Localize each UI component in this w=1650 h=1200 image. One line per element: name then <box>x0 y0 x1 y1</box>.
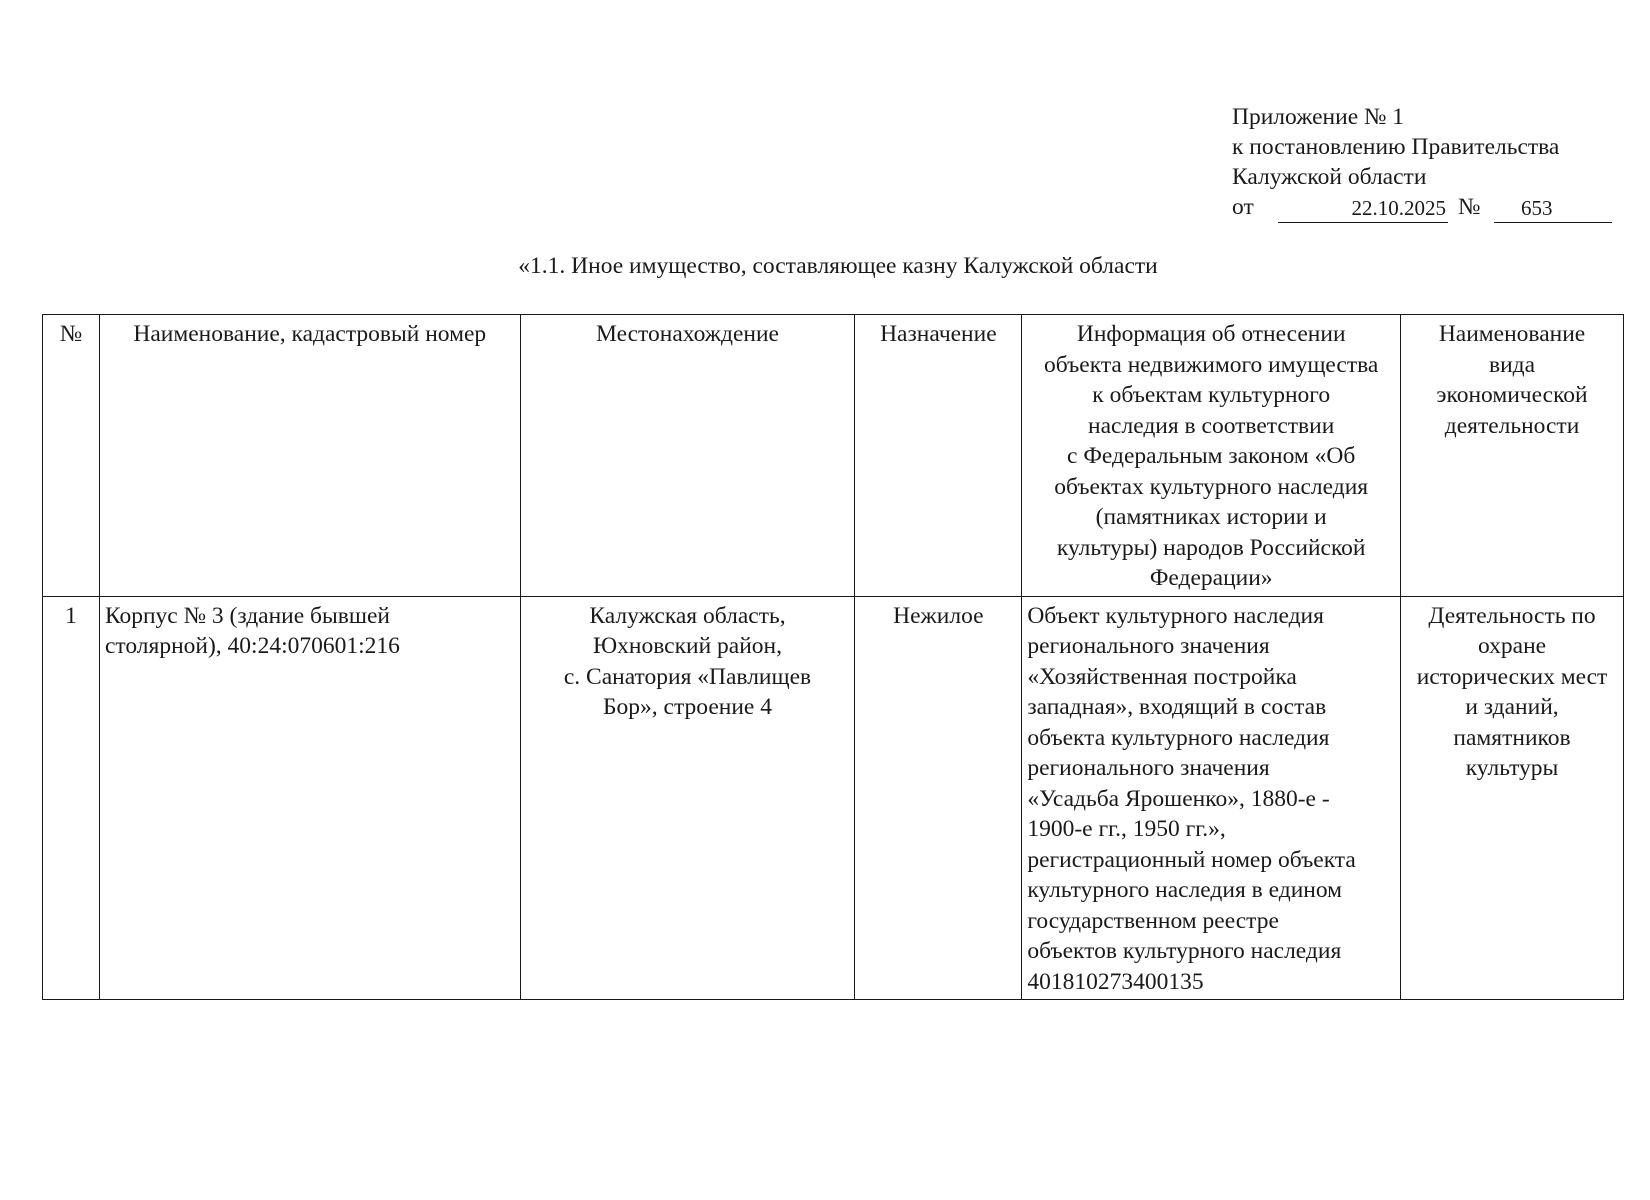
row-location-line: Калужская область, <box>589 602 786 629</box>
header-heritage-line: с Федеральным законом «Об <box>1067 443 1356 469</box>
header-name: Наименование, кадастровый номер <box>99 315 520 597</box>
appendix-title: Приложение № 1 <box>1232 104 1405 130</box>
header-activity-line: экономической <box>1436 382 1588 408</box>
row-activity <box>1401 596 1624 1000</box>
row-activity-line: исторических мест <box>1416 663 1608 690</box>
table-header-row <box>43 315 1624 597</box>
row-activity-line: охране <box>1477 633 1547 659</box>
property-table <box>42 314 1624 1000</box>
from-label: от <box>1232 194 1254 220</box>
row-purpose: Нежилое <box>855 596 1022 1000</box>
header-num: № <box>43 315 100 597</box>
header-activity <box>1401 315 1624 597</box>
resolution-date: 22.10.2025 <box>1278 194 1448 223</box>
row-heritage-line: государственном реестре <box>1027 907 1279 934</box>
section-title: «1.1. Иное имущество, составляющее казну Калужской области <box>518 253 1158 279</box>
row-heritage-line: Объект культурного наследия <box>1027 602 1324 629</box>
table-row <box>43 596 1624 1000</box>
row-heritage-line: регионального значения <box>1027 633 1270 659</box>
number-sign: № <box>1458 194 1481 220</box>
row-heritage-line: «Хозяйственная постройка <box>1027 663 1297 690</box>
header-heritage-line: объектах культурного наследия <box>1054 473 1369 500</box>
row-heritage-line: 1900-е гг., 1950 гг.», <box>1027 816 1226 842</box>
header-heritage-line: к объектам культурного <box>1092 382 1331 408</box>
row-heritage-line: объектов культурного наследия <box>1027 938 1342 964</box>
header-purpose: Назначение <box>855 315 1022 597</box>
header-heritage-line: наследия в соответствии <box>1088 412 1335 439</box>
row-heritage-line: «Усадьба Ярошенко», 1880-е - <box>1027 785 1330 812</box>
header-heritage-line: Информация об отнесении <box>1076 321 1346 347</box>
row-heritage-line: западная», входящий в состав <box>1027 694 1327 720</box>
row-activity-line: и зданий, <box>1465 694 1559 720</box>
header-heritage-info <box>1022 315 1401 597</box>
row-heritage-line: регионального значения <box>1027 755 1270 781</box>
header-heritage-line: Федерации» <box>1149 565 1273 591</box>
appendix-date-line <box>1232 192 1612 222</box>
row-heritage-line: объекта культурного наследия <box>1027 724 1330 751</box>
row-location-line: Юхновский район, <box>592 633 783 659</box>
header-heritage-line: объекта недвижимого имущества <box>1044 351 1379 378</box>
row-name <box>99 596 520 1000</box>
appendix-region-line: Калужской области <box>1232 164 1427 190</box>
header-activity-line: деятельности <box>1444 412 1580 439</box>
header-heritage-line: (памятниках истории и <box>1095 504 1327 530</box>
row-heritage-line: 401810273400135 <box>1027 968 1204 995</box>
header-heritage-line: культуры) народов Российской <box>1056 534 1366 561</box>
header-activity-line: Наименование <box>1438 321 1586 347</box>
row-location-line: Бор», строение 4 <box>603 694 772 720</box>
row-name-line: Корпус № 3 (здание бывшей <box>104 602 390 629</box>
row-location-line: с. Санатория «Павлищев <box>563 663 812 690</box>
row-activity-line: Деятельность по <box>1428 602 1596 629</box>
row-num: 1 <box>43 596 100 1000</box>
header-location: Местонахождение <box>520 315 855 597</box>
row-activity-line: культуры <box>1465 755 1559 781</box>
header-activity-line: вида <box>1488 351 1536 378</box>
row-heritage-info <box>1022 596 1401 1000</box>
row-heritage-line: культурного наследия в едином <box>1027 877 1343 903</box>
row-activity-line: памятников <box>1453 724 1571 751</box>
row-name-line: столярной), 40:24:070601:216 <box>104 633 400 659</box>
appendix-block <box>1232 102 1612 222</box>
row-heritage-line: регистрационный номер объекта <box>1027 846 1356 873</box>
appendix-resolution-line: к постановлению Правительства <box>1232 134 1560 160</box>
resolution-number: 653 <box>1494 194 1612 223</box>
row-location <box>520 596 855 1000</box>
